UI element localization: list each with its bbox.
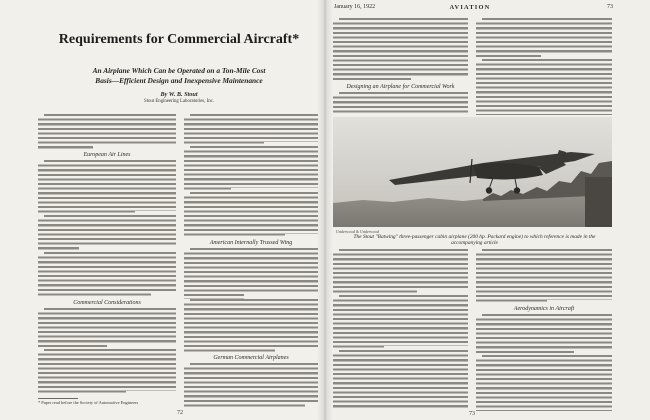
section-head-american-wing: American Internally Trussed Wing	[209, 239, 293, 246]
body-text-block	[184, 192, 318, 238]
page-gutter-shadow	[317, 0, 333, 420]
section-head-commercial-considerations: Commercial Considerations	[73, 300, 141, 306]
body-text-block	[476, 59, 612, 114]
photo-caption: The Stout "Batwing" three-passenger cabin airplane (200 hp. Packard engine) to which reference is made in the accompanying article	[353, 233, 596, 246]
body-text-block	[476, 355, 612, 410]
section-head-aerodynamics: Aerodynamics in Aircraft	[513, 306, 575, 312]
article-title: Requirements for Commercial Aircraft*	[58, 32, 300, 47]
subtitle-line-2: Basis—Efficient Design and Inexpensive Maintenance	[95, 75, 263, 85]
body-text-block	[184, 114, 318, 146]
section-head-european-air-lines: European Air Lines	[83, 151, 131, 158]
author-byline: By W. B. Stout	[160, 91, 198, 98]
right-page	[325, 0, 650, 420]
body-text-block	[333, 18, 468, 82]
running-header-date: January 16, 1922	[334, 4, 376, 10]
section-head-german-airplanes: German Commercial Airplanes	[213, 355, 289, 361]
body-text-block	[38, 114, 176, 151]
airplane-wheel	[514, 187, 520, 193]
airplane-wheel	[486, 187, 492, 193]
body-text-block	[333, 350, 468, 410]
body-text-block	[184, 146, 318, 192]
body-text-block	[38, 160, 176, 215]
body-text-block	[184, 248, 318, 299]
body-text-block	[38, 252, 176, 298]
section-head-designing: Designing an Airplane for Commercial Work	[346, 83, 455, 90]
body-text-block	[38, 349, 176, 395]
body-text-block	[476, 18, 612, 59]
airplane-photograph	[333, 117, 612, 227]
body-text-block	[333, 92, 468, 115]
page-number: 73	[469, 411, 475, 417]
body-text-block	[38, 215, 176, 252]
body-text-block	[476, 314, 612, 355]
body-text-block	[333, 249, 468, 295]
page-number: 72	[177, 410, 183, 416]
running-header-page: 73	[607, 4, 613, 10]
photo-credit: Underwood & Underwood	[336, 228, 379, 234]
body-text-block	[184, 299, 318, 354]
body-text-block	[476, 249, 612, 304]
body-text-block	[184, 363, 318, 409]
footnote-rule	[38, 398, 78, 399]
body-text-block	[38, 308, 176, 349]
article-subtitle	[50, 66, 308, 85]
body-text-block	[333, 295, 468, 350]
author-affiliation: Stout Engineering Laboratories, Inc.	[144, 99, 214, 104]
subtitle-line-1: An Airplane Which Can be Operated on a Ton-Mile Cost	[92, 66, 266, 75]
running-header-title: AVIATION	[449, 4, 491, 11]
footnote: * Paper read before the Society of Automotive Engineers	[38, 400, 139, 405]
photo-building	[585, 177, 612, 227]
